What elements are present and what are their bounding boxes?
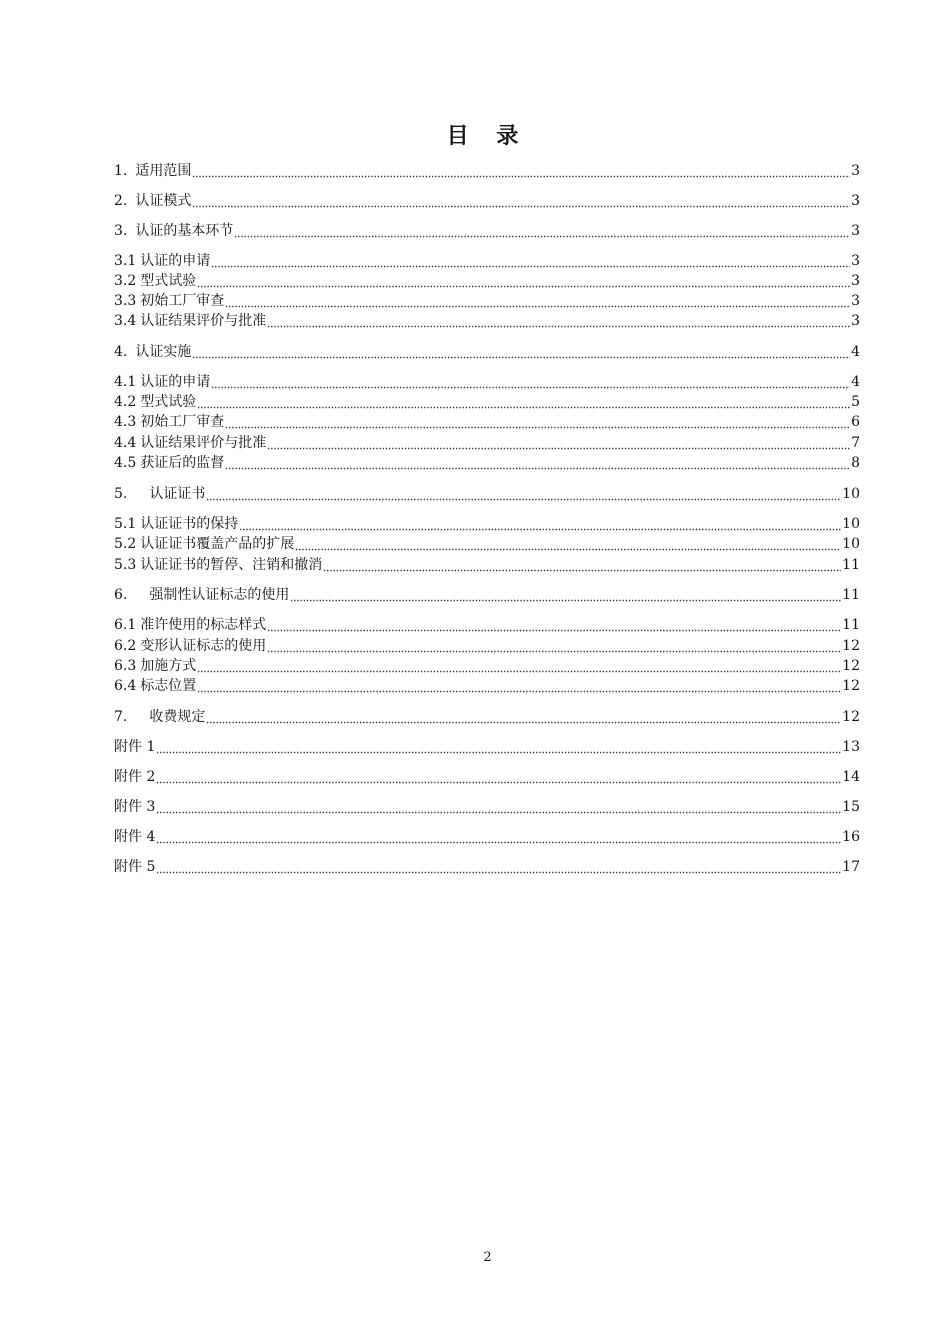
toc-entry-label: 认证证书的暂停、注销和撤消 [140, 557, 323, 573]
toc-entry-number: 3.1 [114, 253, 137, 269]
toc-entry-label: 准许使用的标志样式 [140, 617, 267, 633]
toc-entry-page: 3 [851, 223, 860, 239]
toc-dot-leader [197, 676, 841, 696]
toc-entry-number: 6. [114, 587, 128, 603]
toc-entry[interactable] [114, 636, 860, 656]
toc-entry-page: 5 [851, 394, 860, 410]
toc-dot-leader [267, 311, 850, 331]
toc-entry-label: 型式试验 [140, 273, 197, 289]
toc-entry-number: 2. [114, 193, 128, 209]
toc-entry-number: 4.3 [114, 414, 137, 430]
toc-entry-page: 7 [851, 435, 860, 451]
toc-entry[interactable] [114, 737, 860, 757]
toc-entry-number: 4.4 [114, 435, 137, 451]
toc-dot-leader [206, 484, 841, 504]
toc-dot-leader [211, 372, 850, 392]
toc-entry-label: 认证结果评价与批准 [140, 313, 267, 329]
toc-entry-label: 附件 1 [114, 739, 156, 755]
toc-entry[interactable] [114, 676, 860, 696]
toc-entry-label: 附件 5 [114, 859, 156, 875]
toc-entry-label: 附件 2 [114, 769, 156, 785]
toc-entry-page: 3 [851, 273, 860, 289]
toc-dot-leader [156, 737, 841, 757]
toc-entry-number: 4. [114, 344, 128, 360]
toc-entry[interactable] [114, 342, 860, 362]
toc-dot-leader [267, 636, 841, 656]
toc-entry-page: 3 [851, 313, 860, 329]
toc-entry-number: 5.2 [114, 536, 137, 552]
toc-dot-leader [225, 291, 850, 311]
toc-entry-label: 认证证书覆盖产品的扩展 [140, 536, 295, 552]
toc-entry[interactable] [114, 514, 860, 534]
toc-entry[interactable] [114, 291, 860, 311]
toc-entry-label: 认证结果评价与批准 [140, 435, 267, 451]
toc-entry[interactable] [114, 311, 860, 331]
toc-entry-number: 3.4 [114, 313, 137, 329]
toc-dot-leader [192, 191, 850, 211]
toc-entry-page: 11 [842, 617, 860, 633]
toc-entry[interactable] [114, 392, 860, 412]
toc-dot-leader [156, 767, 841, 787]
toc-entry[interactable] [114, 767, 860, 787]
toc-entry-page: 10 [842, 516, 860, 532]
toc-dot-leader [225, 412, 850, 432]
toc-dot-leader [234, 221, 850, 241]
toc-entry-label: 变形认证标志的使用 [140, 638, 267, 654]
toc-entry-label: 认证的申请 [140, 374, 211, 390]
toc-entry-page: 3 [851, 293, 860, 309]
toc-entry[interactable] [114, 484, 860, 504]
toc-entry-label: 认证证书 [149, 486, 206, 502]
toc-entry[interactable] [114, 857, 860, 877]
toc-entry-number: 3. [114, 223, 128, 239]
toc-entry-page: 3 [851, 193, 860, 209]
toc-dot-leader [197, 271, 850, 291]
toc-entry[interactable] [114, 707, 860, 727]
toc-title: 目 录 [446, 124, 529, 149]
toc-dot-leader [211, 251, 850, 271]
toc-dot-leader [290, 585, 841, 605]
toc-entry-page: 14 [842, 769, 860, 785]
toc-entry[interactable] [114, 251, 860, 271]
toc-entry-number: 5. [114, 486, 128, 502]
toc-entry-page: 4 [851, 374, 860, 390]
toc-dot-leader [156, 827, 841, 847]
toc-entry-page: 8 [851, 455, 860, 471]
toc-entry-page: 12 [842, 709, 860, 725]
toc-entry-label: 初始工厂审查 [140, 414, 225, 430]
toc-entry-number: 3.2 [114, 273, 137, 289]
toc-dot-leader [206, 707, 841, 727]
page-number: 2 [483, 1250, 492, 1265]
toc-entry-label: 加施方式 [140, 658, 197, 674]
toc-entry[interactable] [114, 221, 860, 241]
toc-entry-label: 认证模式 [135, 193, 192, 209]
toc-entry-number: 5.1 [114, 516, 137, 532]
toc-entry-label: 附件 4 [114, 829, 156, 845]
toc-entry[interactable] [114, 433, 860, 453]
toc-entry-page: 11 [842, 557, 860, 573]
toc-dot-leader [156, 797, 841, 817]
toc-entry[interactable] [114, 372, 860, 392]
toc-entry-label: 强制性认证标志的使用 [149, 587, 290, 603]
toc-entry-page: 12 [842, 678, 860, 694]
toc-entry-page: 3 [851, 253, 860, 269]
toc-entry[interactable] [114, 534, 860, 554]
toc-entry-number: 6.3 [114, 658, 137, 674]
toc-dot-leader [192, 342, 850, 362]
toc-entry[interactable] [114, 555, 860, 575]
toc-entry[interactable] [114, 271, 860, 291]
toc-dot-leader [156, 857, 841, 877]
toc-entry-number: 6.1 [114, 617, 137, 633]
toc-dot-leader [295, 534, 841, 554]
toc-entry[interactable] [114, 827, 860, 847]
toc-entry-label: 附件 3 [114, 799, 156, 815]
toc-entry[interactable] [114, 191, 860, 211]
toc-entry-number: 5.3 [114, 557, 137, 573]
toc-entry-page: 12 [842, 658, 860, 674]
toc-entry[interactable] [114, 453, 860, 473]
toc-entry-number: 3.3 [114, 293, 137, 309]
toc-entry-number: 6.2 [114, 638, 137, 654]
toc-entry[interactable] [114, 615, 860, 635]
toc-entry-label: 适用范围 [135, 163, 192, 179]
toc-entry[interactable] [114, 585, 860, 605]
toc-entry-number: 7. [114, 709, 128, 725]
toc-entry-page: 12 [842, 638, 860, 654]
toc-entry-page: 15 [842, 799, 860, 815]
toc-dot-leader [225, 453, 850, 473]
toc-entry[interactable] [114, 656, 860, 676]
toc-dot-leader [197, 656, 841, 676]
toc-entry-label: 型式试验 [140, 394, 197, 410]
toc-entry-page: 10 [842, 536, 860, 552]
toc-entry-page: 6 [851, 414, 860, 430]
toc-entry-page: 4 [851, 344, 860, 360]
toc-entry-label: 认证实施 [135, 344, 192, 360]
toc-entry-page: 10 [842, 486, 860, 502]
toc-entry-number: 6.4 [114, 678, 137, 694]
toc-entry[interactable] [114, 797, 860, 817]
toc-entry-page: 3 [851, 163, 860, 179]
toc-entry-label: 收费规定 [149, 709, 206, 725]
toc-dot-leader [267, 615, 841, 635]
toc-dot-leader [239, 514, 841, 534]
toc-entry-label: 获证后的监督 [140, 455, 225, 471]
toc-dot-leader [323, 555, 841, 575]
toc-entry-number: 4.1 [114, 374, 137, 390]
toc-entry-label: 标志位置 [140, 678, 197, 694]
toc-entry-page: 16 [842, 829, 860, 845]
toc-entry-page: 17 [842, 859, 860, 875]
toc-entry[interactable] [114, 412, 860, 432]
toc-entry-number: 4.5 [114, 455, 137, 471]
toc-entry-page: 11 [842, 587, 860, 603]
toc-entry-label: 认证的申请 [140, 253, 211, 269]
toc-entry-label: 初始工厂审查 [140, 293, 225, 309]
toc-entry-page: 13 [842, 739, 860, 755]
toc-dot-leader [267, 433, 850, 453]
toc-entry-label: 认证证书的保持 [140, 516, 239, 532]
toc-entry[interactable] [114, 161, 860, 181]
toc-dot-leader [197, 392, 850, 412]
toc-entry-number: 1. [114, 163, 128, 179]
toc-dot-leader [192, 161, 850, 181]
toc-entry-label: 认证的基本环节 [135, 223, 234, 239]
toc-entry-number: 4.2 [114, 394, 137, 410]
